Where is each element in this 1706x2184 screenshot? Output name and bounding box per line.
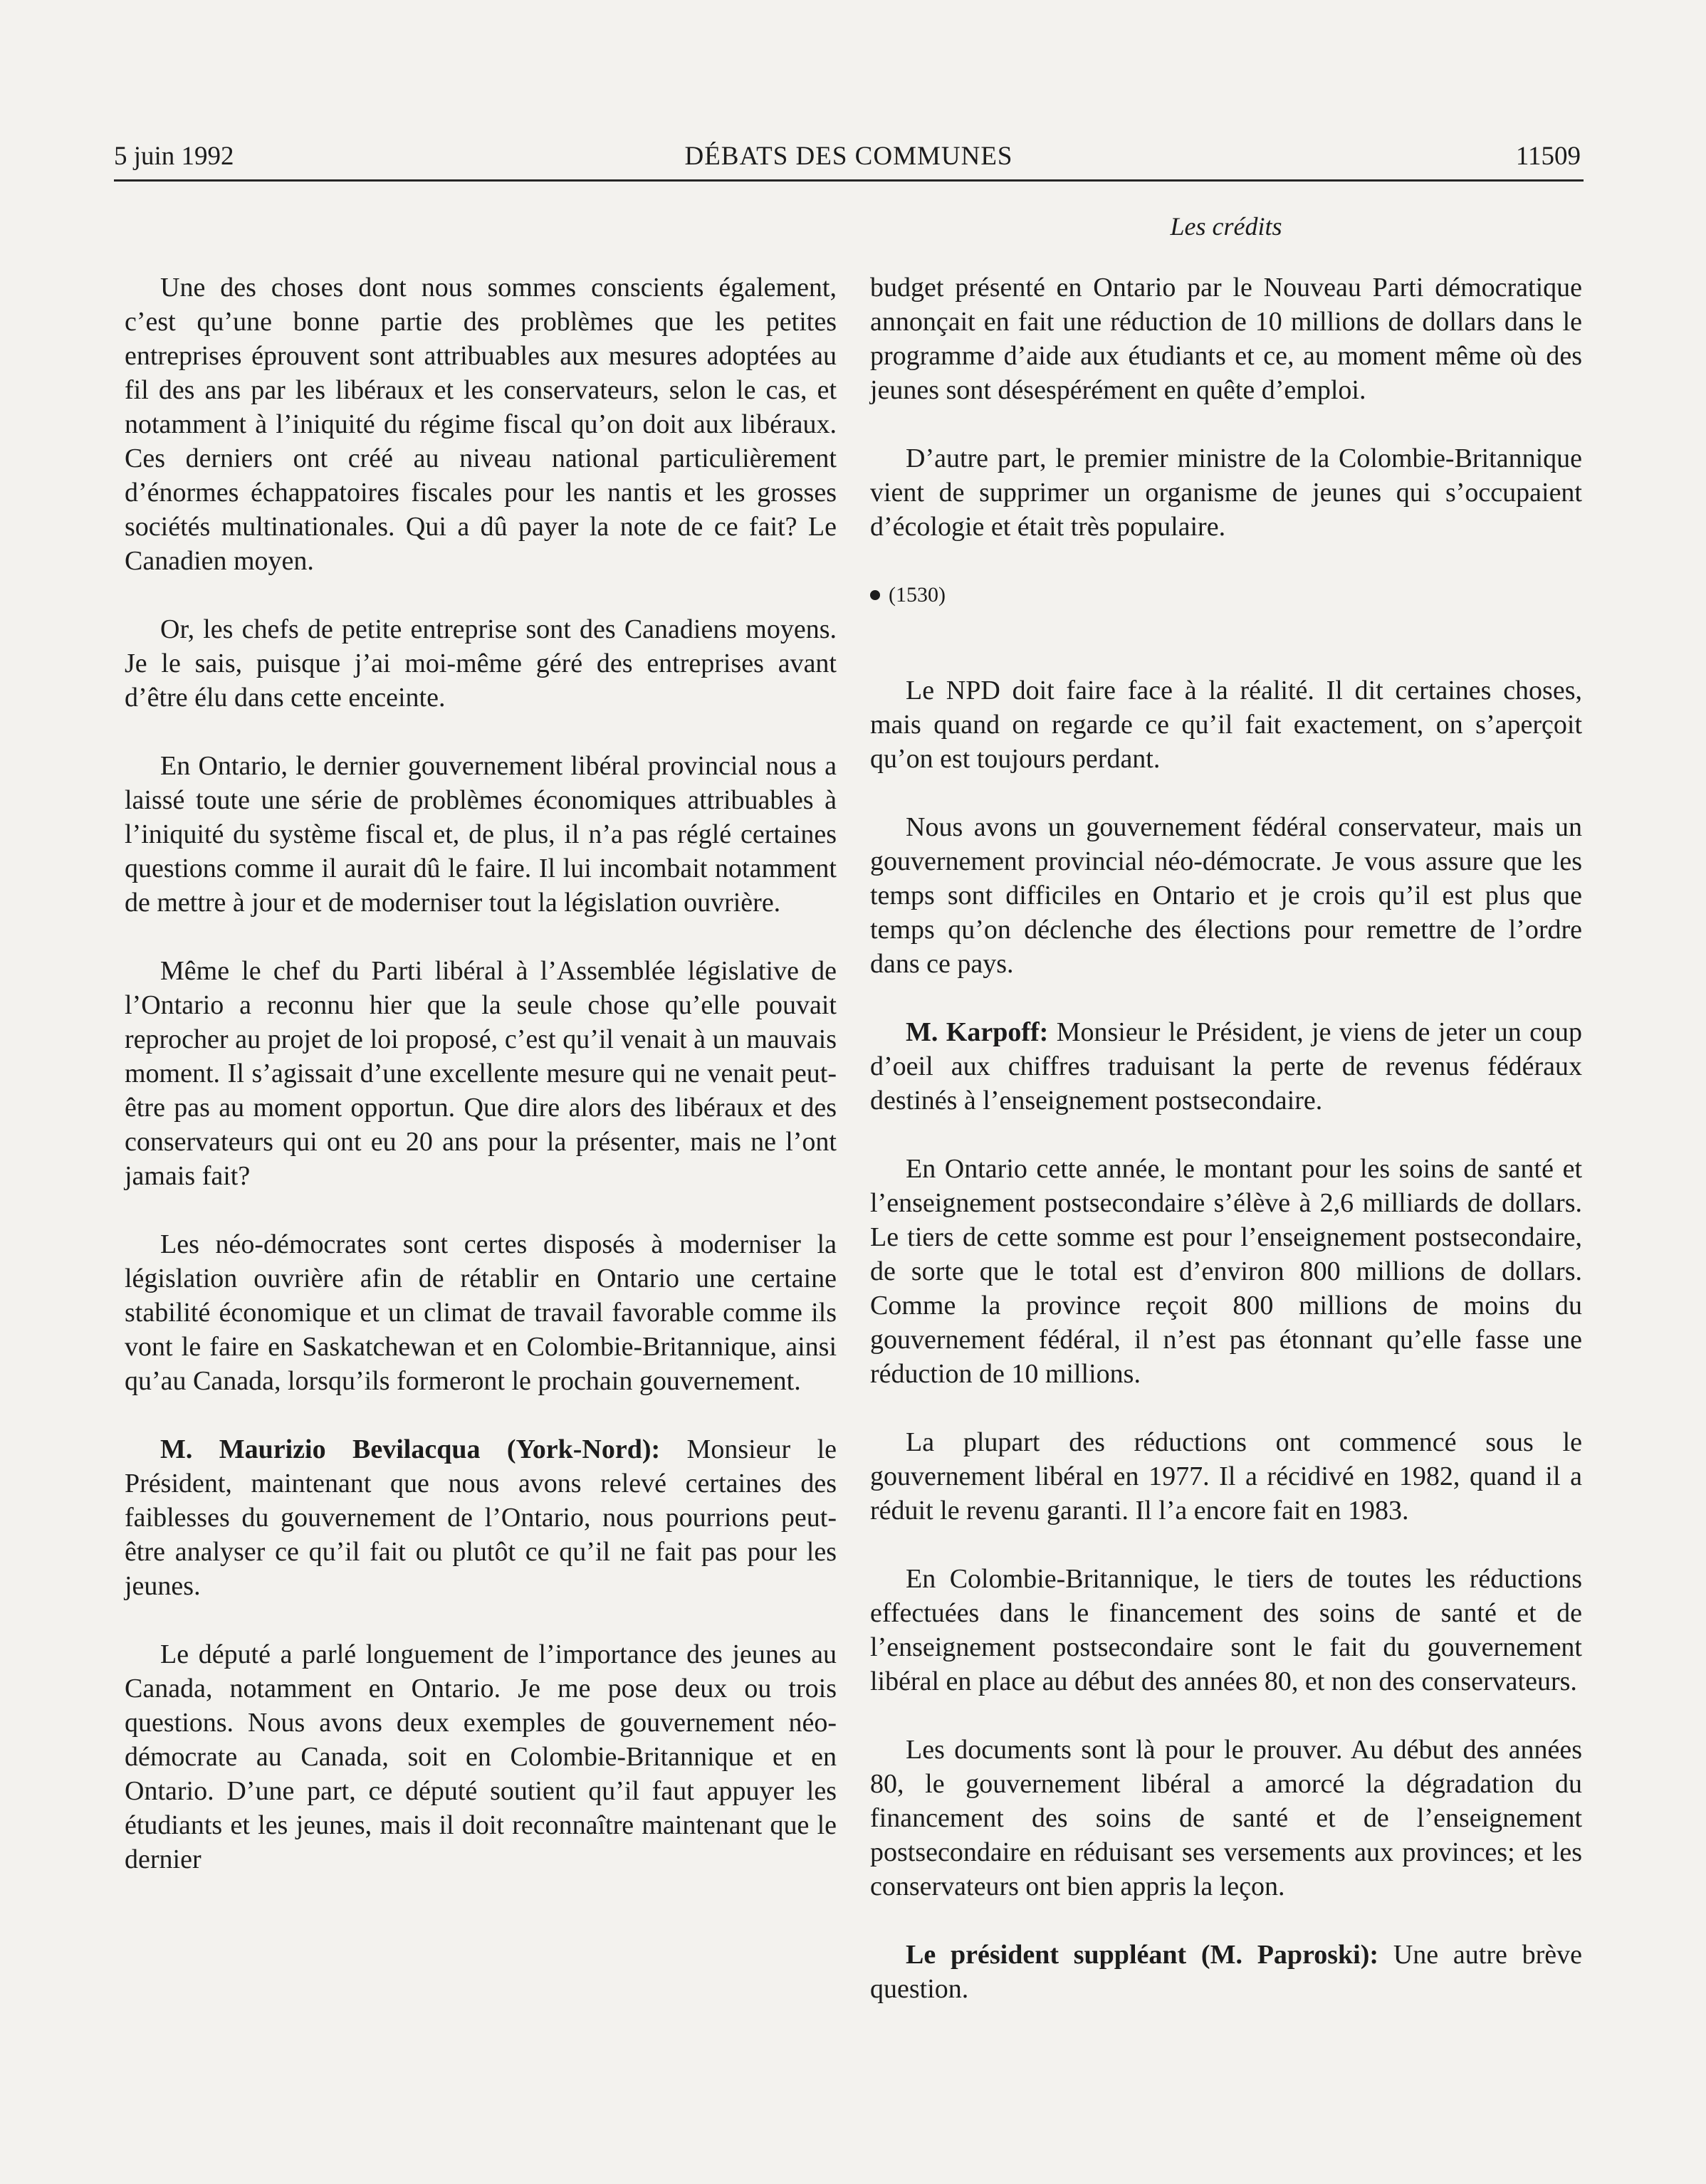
speaker-name: M. Karpoff: — [906, 1017, 1049, 1047]
paragraph-text: Monsieur le Président, maintenant que nous avons relevé certaines des faiblesses du gouvernement de l’Ontario, nous pourrions peut-être analyser ce qu’il fait ou plutôt ce qu’il ne fait pas pour les jeunes. — [125, 1434, 837, 1601]
paragraph-text: En Ontario, le dernier gouvernement libéral provincial nous a laissé toute une série de problèmes économiques attribuables à l’iniquité du système fiscal et, de plus, il n’a pas réglé certaines questions comme il aurait dû le faire. Il lui incombait notamment de mettre à jour et de moderniser tout la législation ouvrière. — [125, 751, 837, 918]
bullet-icon — [870, 590, 880, 600]
paragraph-text: Les néo-démocrates sont certes disposés à moderniser la législation ouvrière afin de rétablir en Ontario une certaine stabilité économique et un climat de travail favorable comme ils vont le faire en Saskatchewan et en Colombie-Britannique, ainsi qu’au Canada, lorsqu’ils formeront le prochain gouvernement. — [125, 1229, 837, 1396]
header-page-number: 11509 — [1515, 142, 1581, 171]
paragraph — [125, 954, 837, 1193]
left-column — [125, 271, 837, 1911]
paragraph-text: budget présenté en Ontario par le Nouveau Parti démocratique annonçait en fait une réduction de 10 millions de dollars dans le programme d’aide aux étudiants et ce, au moment même où des jeunes sont désespérément en quête d’emploi. — [870, 273, 1582, 405]
paragraph — [125, 271, 837, 578]
speaker-name: M. Maurizio Bevilacqua (York-Nord): — [160, 1434, 661, 1464]
paragraph-text: Le NPD doit faire face à la réalité. Il dit certaines choses, mais quand on regarde ce qu’il fait exactement, on s’aperçoit qu’on est toujours perdant. — [870, 676, 1582, 774]
paragraph-text: Les documents sont là pour le prouver. Au début des années 80, le gouvernement libéral a amorcé la dégradation du financement des soins de santé et de l’enseignement postsecondaire en réduisant ses versements aux provinces; et les conservateurs ont bien appris la leçon. — [870, 1735, 1582, 1901]
timestamp-text: (1530) — [889, 583, 946, 607]
paragraph — [870, 1562, 1582, 1699]
paragraph-text: D’autre part, le premier ministre de la Colombie-Britannique vient de supprimer un organisme de jeunes qui s’occupaient d’écologie et était très populaire. — [870, 443, 1582, 542]
paragraph-text: Le député a parlé longuement de l’importance des jeunes au Canada, notamment en Ontario. Je me pose deux ou trois questions. Nous avons deux exemples de gouvernement néo-démocrate au Canada, soit en Colombie-Britannique et en Ontario. D’une part, ce député soutient qu’il faut appuyer les étudiants et les jeunes, mais il doit reconnaître maintenant que le dernier — [125, 1639, 837, 1874]
paragraph — [870, 271, 1582, 407]
paragraph-text: Nous avons un gouvernement fédéral conservateur, mais un gouvernement provincial néo-démocrate. Je vous assure que les temps sont difficiles en Ontario et je crois qu’il est plus que temps qu’on déclenche des élections pour remettre de l’ordre dans ce pays. — [870, 812, 1582, 979]
paragraph — [870, 1733, 1582, 1904]
timestamp — [870, 578, 1582, 612]
paragraph-text: En Ontario cette année, le montant pour les soins de santé et l’enseignement postsecondaire s’élève à 2,6 milliards de dollars. Le tiers de cette somme est pour l’enseignement postsecondaire, de sorte que le total est d’environ 800 millions de dollars. Comme la province reçoit 800 millions de moins du gouvernement fédéral, il n’est pas étonnant qu’elle fasse une réduction de 10 millions. — [870, 1154, 1582, 1389]
paragraph-text: Une des choses dont nous sommes conscients également, c’est qu’une bonne partie des problèmes que les petites entreprises éprouvent sont attribuables aux mesures adoptées au fil des ans par les libéraux et les conservateurs, selon le cas, et notamment à l’iniquité du régime fiscal qu’on doit aux libéraux. Ces derniers ont créé au niveau national particulièrement d’énormes échappatoires fiscales pour les nantis et les grosses sociétés multinationales. Qui a dû payer la note de ce fait? Le Canadien moyen. — [125, 273, 837, 576]
speaker-name: Le président suppléant (M. Paproski): — [906, 1940, 1379, 1970]
paragraph — [870, 810, 1582, 981]
paragraph — [870, 1938, 1582, 2006]
paragraph — [125, 1227, 837, 1398]
header-date: 5 juin 1992 — [114, 142, 234, 171]
header-rule — [114, 179, 1584, 182]
paragraph-text: En Colombie-Britannique, le tiers de toutes les réductions effectuées dans le financement des soins de santé et de l’enseignement postsecondaire sont le fait du gouvernement libéral en place au début des années 80, et non des conservateurs. — [870, 1564, 1582, 1696]
paragraph — [125, 1637, 837, 1876]
paragraph-text: Monsieur le Président, je viens de jeter un coup d’oeil aux chiffres traduisant la perte de revenus fédéraux destinés à l’enseignement postsecondaire. — [870, 1017, 1582, 1115]
paragraph-text: Or, les chefs de petite entreprise sont des Canadiens moyens. Je le sais, puisque j’ai moi-même géré des entreprises avant d’être élu dans cette enceinte. — [125, 614, 837, 713]
paragraph — [125, 749, 837, 920]
paragraph-text: La plupart des réductions ont commencé sous le gouvernement libéral en 1977. Il a récidivé en 1982, quand il a réduit le revenu garanti. Il l’a encore fait en 1983. — [870, 1427, 1582, 1526]
right-column — [870, 271, 1582, 2040]
paragraph-text: Une autre brève question. — [870, 1940, 1583, 2004]
paragraph — [870, 673, 1582, 776]
page-header — [114, 135, 1584, 178]
paragraph — [870, 1425, 1582, 1528]
paragraph — [125, 1432, 837, 1603]
header-title: DÉBATS DES COMMUNES — [684, 142, 1013, 171]
paragraph — [125, 612, 837, 715]
paragraph-text: Même le chef du Parti libéral à l’Assemblée législative de l’Ontario a reconnu hier que la seule chose qu’elle pouvait reprocher au projet de loi proposé, c’est qu’il venait à un mauvais moment. Il s’agissait d’une excellente mesure qui ne venait peut-être pas au moment opportun. Que dire alors des libéraux et des conservateurs qui ont eu 20 ans pour la présenter, mais ne l’ont jamais fait? — [125, 956, 837, 1191]
paragraph — [870, 441, 1582, 544]
paragraph — [870, 1152, 1582, 1391]
section-title: Les crédits — [1170, 212, 1282, 241]
paragraph — [870, 1015, 1582, 1118]
